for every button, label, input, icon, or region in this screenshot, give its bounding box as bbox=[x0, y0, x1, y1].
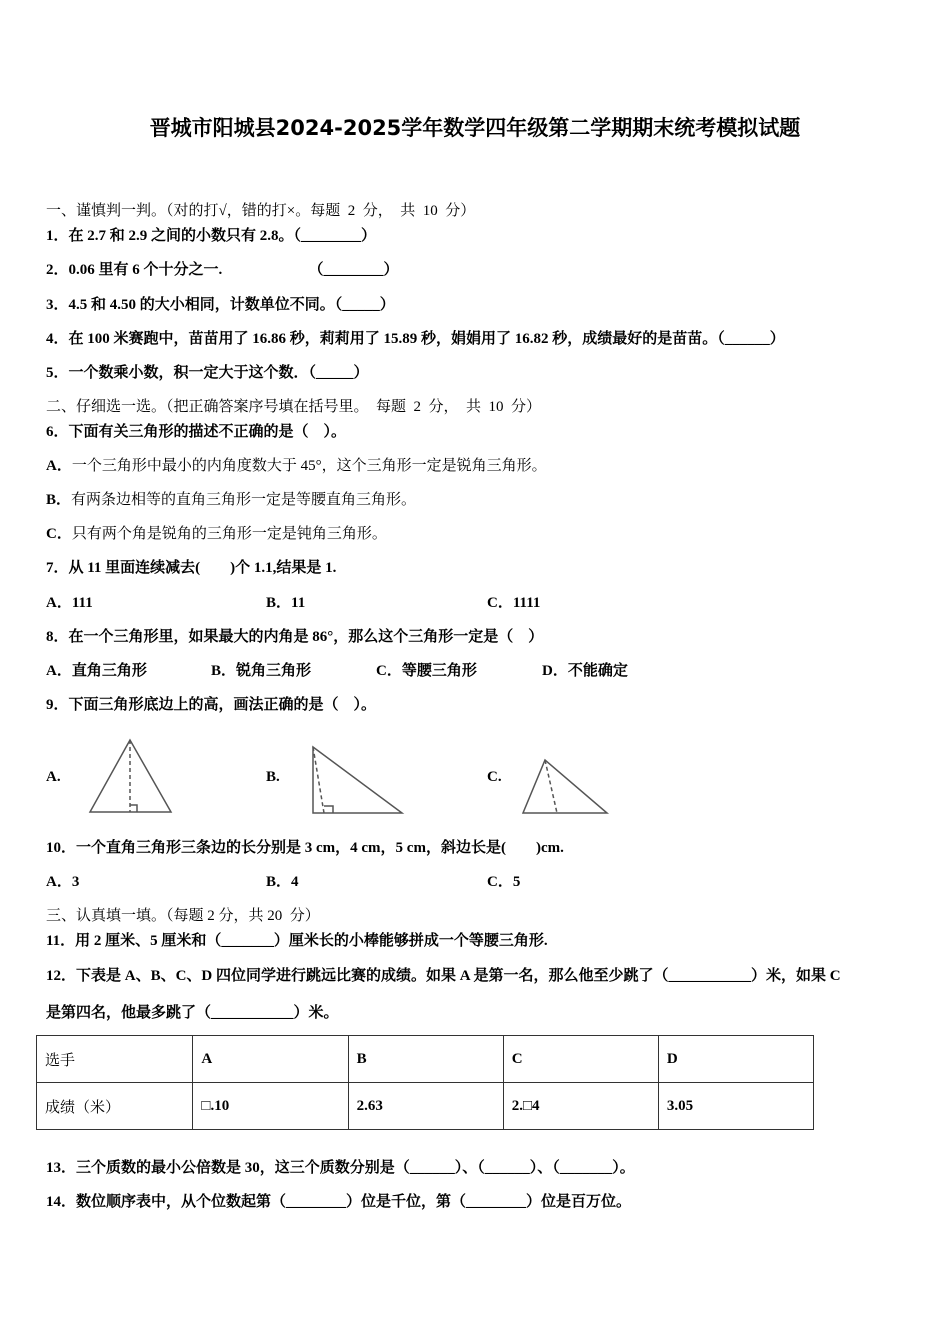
q9-option-c-label: C. bbox=[487, 769, 502, 785]
option-text: 不能确定 bbox=[567, 663, 628, 679]
q10-option-c bbox=[487, 872, 520, 892]
option-label: A． bbox=[46, 874, 72, 890]
option-text: 1111 bbox=[512, 595, 541, 611]
question-2: 2．0.06 里有 6 个十分之一. （________） bbox=[46, 262, 399, 278]
question-4: 4．在 100 米赛跑中，苗苗用了 16.86 秒，莉莉用了 15.89 秒，娟娟用了 16.82 秒，成绩最好的是苗苗。（______） bbox=[46, 331, 785, 347]
triangle-b-icon bbox=[313, 747, 402, 813]
section-heading-1: 一、谨慎判一判。（对的打√，错的打×。每题 2 分， 共 10 分） bbox=[46, 203, 476, 219]
option-label: C． bbox=[487, 595, 513, 611]
question-13: 13．三个质数的最小公倍数是 30，这三个质数分别是（______）、（______）、（_______）。 bbox=[46, 1160, 635, 1176]
option-label: B． bbox=[46, 492, 72, 508]
table-cell: A bbox=[193, 1036, 348, 1083]
long-jump-scores-table bbox=[36, 1035, 814, 1130]
option-text: 等腰三角形 bbox=[401, 663, 477, 679]
table-header-row bbox=[37, 1036, 814, 1083]
table-cell: 选手 bbox=[37, 1036, 193, 1083]
question-12-line-2: 是第四名，他最多跳了（___________）米。 bbox=[46, 1005, 339, 1021]
table-cell: 3.05 bbox=[658, 1083, 813, 1130]
page-title: 晋城市阳城县2024-2025学年数学四年级第二学期期末统考模拟试题 bbox=[149, 116, 801, 140]
table-cell: □.10 bbox=[193, 1083, 348, 1130]
q10-option-b bbox=[266, 872, 299, 892]
table-cell: B bbox=[348, 1036, 503, 1083]
q10-option-a bbox=[46, 872, 79, 892]
table-cell: 2.□4 bbox=[503, 1083, 658, 1130]
question-9: 9．下面三角形底边上的高，画法正确的是（ ）。 bbox=[46, 697, 377, 713]
table-cell: D bbox=[658, 1036, 813, 1083]
option-text: 锐角三角形 bbox=[236, 663, 312, 679]
question-1: 1．在 2.7 和 2.9 之间的小数只有 2.8。（________） bbox=[46, 228, 377, 244]
option-label: C． bbox=[46, 526, 72, 542]
triangle-c-icon bbox=[523, 760, 607, 813]
option-text: 4 bbox=[291, 874, 299, 890]
option-text: 只有两个角是锐角的三角形一定是钝角三角形。 bbox=[71, 526, 387, 542]
question-14: 14．数位顺序表中，从个位数起第（________）位是千位，第（________）位是百万位。 bbox=[46, 1194, 632, 1210]
section-heading-3: 三、认真填一填。（每题 2 分，共 20 分） bbox=[46, 908, 320, 924]
option-label: A． bbox=[46, 663, 72, 679]
table-cell: 2.63 bbox=[348, 1083, 503, 1130]
q9-option-a-label: A. bbox=[46, 769, 61, 785]
option-text: 直角三角形 bbox=[71, 663, 147, 679]
table-cell: 成绩（米） bbox=[37, 1083, 193, 1130]
option-text: 111 bbox=[71, 595, 93, 611]
option-text: 3 bbox=[71, 874, 80, 890]
question-8: 8．在一个三角形里，如果最大的内角是 86°，那么这个三角形一定是（ ） bbox=[46, 629, 544, 645]
q9-option-b-label: B. bbox=[266, 769, 280, 785]
option-label: B． bbox=[266, 874, 292, 890]
section-heading-2: 二、仔细选一选。（把正确答案序号填在括号里。 每题 2 分， 共 10 分） bbox=[46, 399, 542, 415]
triangle-a-icon bbox=[90, 740, 171, 812]
option-label: C． bbox=[487, 874, 513, 890]
option-label: B． bbox=[211, 663, 237, 679]
question-5: 5．一个数乘小数，积一定大于这个数．（_____） bbox=[46, 365, 369, 381]
question-7: 7．从 11 里面连续减去( )个 1.1,结果是 1. bbox=[46, 560, 337, 576]
question-6: 6．下面有关三角形的描述不正确的是（ ）。 bbox=[46, 424, 347, 440]
question-11: 11．用 2 厘米、5 厘米和（_______）厘米长的小棒能够拼成一个等腰三角形. bbox=[46, 933, 548, 949]
option-label: C． bbox=[376, 663, 402, 679]
option-label: D． bbox=[542, 663, 568, 679]
option-label: A． bbox=[46, 458, 72, 474]
option-text: 5 bbox=[512, 874, 521, 890]
question-3: 3．4.5 和 4.50 的大小相同，计数单位不同。（_____） bbox=[46, 297, 395, 313]
question-10: 10．一个直角三角形三条边的长分别是 3 cm，4 cm，5 cm，斜边长是( )cm. bbox=[46, 840, 564, 856]
table-row bbox=[37, 1083, 814, 1130]
option-label: B． bbox=[266, 595, 292, 611]
option-text: 一个三角形中最小的内角度数大于 45°，这个三角形一定是锐角三角形。 bbox=[71, 458, 547, 474]
option-text: 有两条边相等的直角三角形一定是等腰直角三角形。 bbox=[71, 492, 417, 508]
option-text: 11 bbox=[291, 595, 306, 611]
question-12-line-1: 12．下表是 A、B、C、D 四位同学进行跳远比赛的成绩。如果 A 是第一名，那么他至少跳了（___________）米，如果 C bbox=[46, 968, 841, 984]
option-label: A． bbox=[46, 595, 72, 611]
table-cell: C bbox=[503, 1036, 658, 1083]
